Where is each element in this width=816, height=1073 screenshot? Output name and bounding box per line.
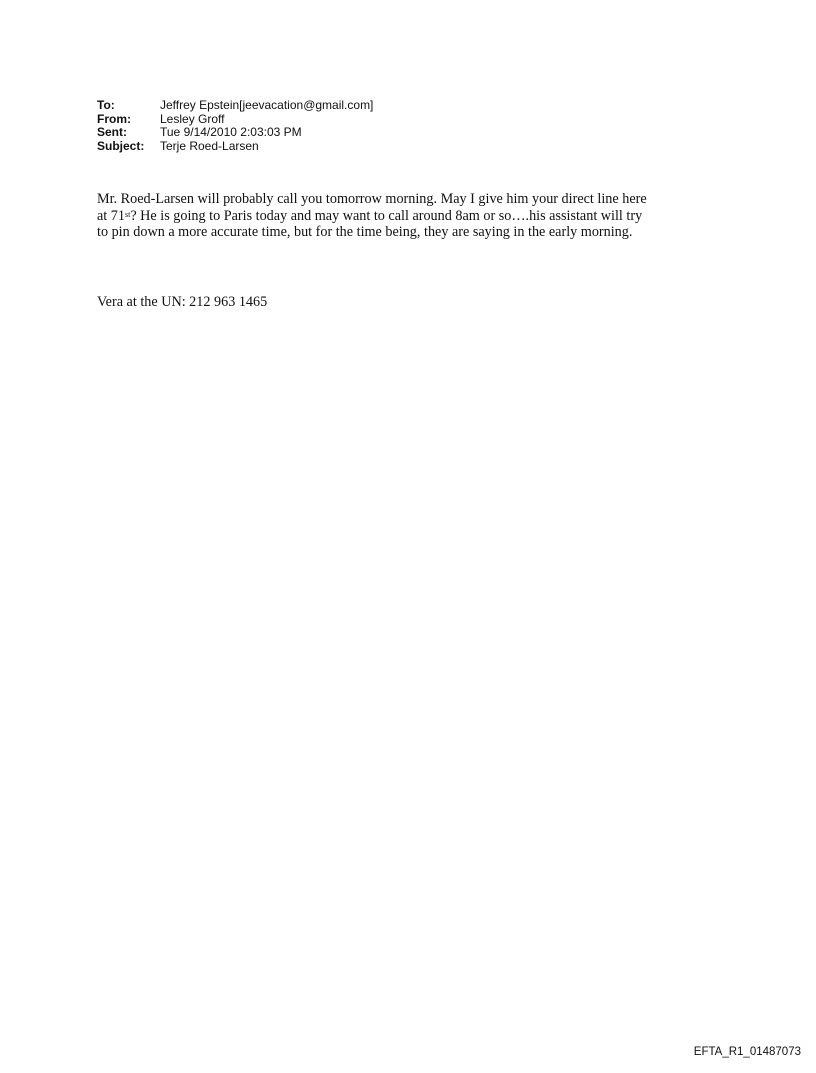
from-row <box>97 113 373 127</box>
body-line-2 <box>97 208 737 225</box>
to-value: Jeffrey Epstein[jeevacation@gmail.com] <box>160 98 374 112</box>
subject-row <box>97 140 373 154</box>
to-label: To: <box>97 98 115 112</box>
body-line-3: to pin down a more accurate time, but for the time being, they are saying in the early morning. <box>97 224 633 240</box>
document-id: EFTA_R1_01487073 <box>693 1046 801 1058</box>
from-value: Lesley Groff <box>160 111 225 126</box>
sent-label: Sent: <box>97 125 127 139</box>
signature-line: Vera at the UN: 212 963 1465 <box>97 294 268 310</box>
body-line-2-suffix: ? He is going to Paris today and may want to call around 8am or so….his assistant will try <box>130 207 643 224</box>
body-line-1: Mr. Roed-Larsen will probably call you tomorrow morning. May I give him your direct line here <box>97 191 647 207</box>
sent-row <box>97 126 373 140</box>
ordinal-superscript: st <box>124 209 131 219</box>
subject-value: Terje Roed-Larsen <box>160 138 259 153</box>
subject-label: Subject: <box>97 138 145 153</box>
body-line-2-prefix: at 71 <box>97 207 125 224</box>
body-paragraph <box>97 191 737 241</box>
to-row <box>97 99 373 113</box>
from-label: From: <box>97 111 131 126</box>
email-body <box>97 191 737 241</box>
sent-value: Tue 9/14/2010 2:03:03 PM <box>160 125 302 139</box>
email-header <box>97 99 373 153</box>
